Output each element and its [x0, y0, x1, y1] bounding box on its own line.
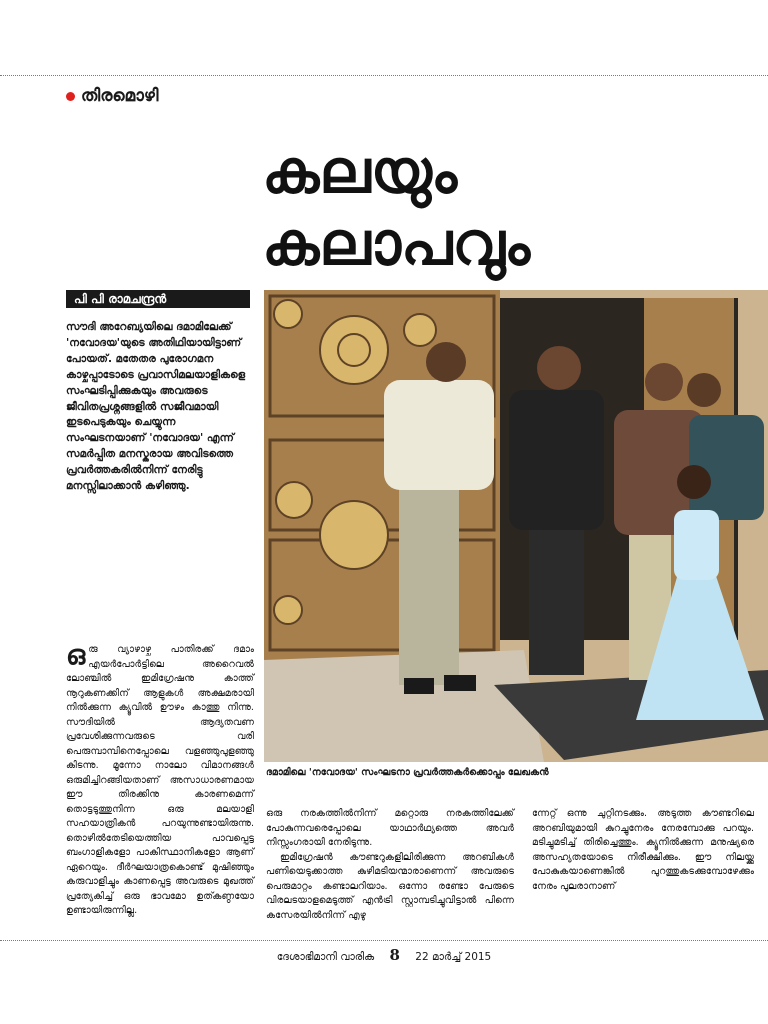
- body-column-2: [266, 807, 514, 923]
- page-footer: [0, 946, 768, 964]
- issue-date: 22 മാർച്ച് 2015: [415, 951, 492, 963]
- body-paragraph: രു വ്യാഴാഴ്ച പാതിരക്ക് ദമാം എയർപോർട്ടിലെ അറൈവൽ ലോഞ്ചിൽ ഇമിഗ്രേഷനു കാത്ത് നൂറുകണക്കിന് ആളുകൾ അക്ഷമരായി നിൽക്കുന്ന ക്യൂവിൽ ഊഴം കാത്തു നിന്നു. സൗദിയിൽ ആദ്യതവണ പ്രവേശിക്കുന്നവരുടെ വരി പെരുമ്പാമ്പിനെപ്പോലെ വളഞ്ഞുപുളഞ്ഞു കിടന്നു. മൂന്നോ നാലോ വിമാനങ്ങൾ ഒരുമിച്ചിറങ്ങിയതാണ് അസാധാരണമായ ഈ തിരക്കിനു കാരണമെന്ന് തൊട്ടടുത്തുനിന്ന ഒരു മലയാളി സഹയാത്രികൻ പറയുന്നുണ്ടായിരുന്നു. തൊഴിൽതേടിയെത്തിയ പാവപ്പെട്ട ബംഗാളികളോ പാകിസ്ഥാനികളോ ആണ് ഏറെയും. ദീർഘയാത്രകൊണ്ട് മുഷിഞ്ഞും കരുവാളിച്ചും കാണപ്പെട്ട അവരുടെ മുഖത്ത് പ്രത്യേകിച്ച് ഒരു ഭാവമോ ഉത്കണ്ഠയോ ഉണ്ടായിരുന്നില്ല.: [66, 644, 254, 916]
- top-rule: [0, 75, 768, 76]
- photo-illustration: [264, 290, 768, 762]
- section-tag: [66, 86, 158, 106]
- bottom-rule: [0, 940, 768, 941]
- headline-line-1: കലയും: [262, 137, 457, 207]
- standfirst: സൗദി അറേബ്യയിലെ ദമാമിലേക്ക് 'നവോദയ'യുടെ അതിഥിയായിട്ടാണ് പോയത്. മതേതര പുരോഗമന കാഴ്ചപ്പാടോടെ പ്രവാസിമലയാളികളെ സംഘടിപ്പിക്കുകയും അവരുടെ ജീവിതപ്രശ്നങ്ങളിൽ സജീവമായി ഇടപെടുകയും ചെയ്യുന്ന സംഘടനയാണ് 'നവോദയ' എന്ന് സമർപ്പിത മനസ്കരായ അവിടത്തെ പ്രവർത്തകരിൽനിന്ന് നേരിട്ടു മനസ്സിലാക്കാൻ കഴിഞ്ഞു.: [66, 321, 246, 493]
- body-column-3: [532, 807, 754, 894]
- section-bullet: [66, 92, 75, 101]
- section-label: തിരമൊഴി: [81, 86, 159, 106]
- headline: [262, 136, 682, 280]
- photo-caption: ദമാമിലെ 'നവോദയ' സംഘടനാ പ്രവർത്തകർക്കൊപ്പം ലേഖകൻ: [266, 767, 549, 778]
- article-photo: [264, 290, 768, 762]
- headline-line-2: കലാപവും: [262, 209, 531, 279]
- body-column-1: [66, 640, 254, 919]
- publication-name: ദേശാഭിമാനി വാരിക: [276, 951, 375, 963]
- author-byline: പി പി രാമചന്ദ്രൻ: [66, 290, 250, 308]
- body-paragraph: ന്നേറ്റ് ഒന്നു ചുറ്റിനടക്കും. അടുത്ത കൗണ്ടറിലെ അറബിയുമായി കുറച്ചുനേരം നേരമ്പോക്കു പറയും. മടിച്ചുമടിച്ച് തിരിച്ചെത്തും. ക്യൂനിൽക്കുന്ന മനുഷ്യരെ അസഹ്യതയോടെ നിരീക്ഷിക്കും. ഈ നിലയ്ക്കു പോകുകയാണെങ്കിൽ പുറത്തുകടക്കുമ്പോഴേക്കും നേരം പുലരാനാണ്: [532, 808, 754, 892]
- page-number: 8: [389, 946, 400, 964]
- body-paragraph: ഒരു നരകത്തിൽനിന്ന് മറ്റൊരു നരകത്തിലേക്ക് പോകുന്നവരെപ്പോലെ യാഥാർഥ്യത്തെ അവർ നിസ്സംഗരായി നേരിടുന്നു.: [266, 808, 514, 848]
- drop-cap: ഒ: [66, 640, 86, 671]
- body-paragraph: ഇമിഗ്രേഷൻ കൗണ്ടറുകളിലിരിക്കുന്ന അറബികൾ പണിയെടുക്കാത്ത കുഴിമടിയന്മാരാണെന്ന് അവരുടെ പെരുമാറ്റം കണ്ടാലറിയാം. ഒന്നോ രണ്ടോ പേരുടെ വിരലടയാളമെടുത്ത് എൻട്രി സ്റ്റാമ്പടിച്ചുവിട്ടാൽ പിന്നെ കസേരയിൽനിന്ന് എഴു: [266, 851, 514, 921]
